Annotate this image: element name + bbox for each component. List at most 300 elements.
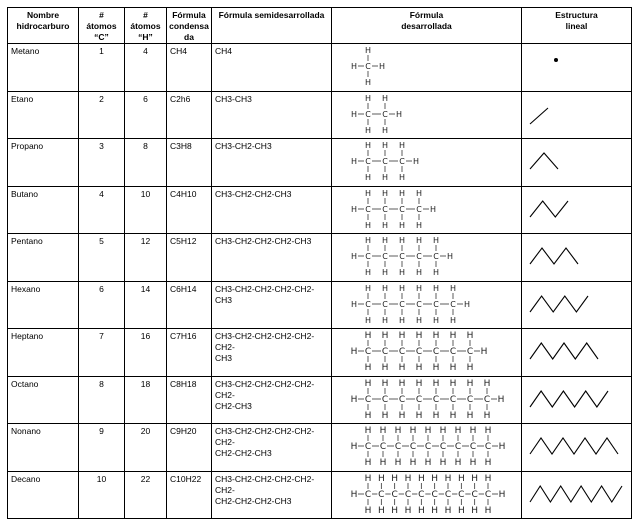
carbon-atom: C <box>382 299 388 309</box>
hydrogen-atom: H <box>394 426 402 436</box>
cell-condensed-formula: C2h6 <box>167 91 212 139</box>
carbon-atom: C <box>433 252 439 261</box>
cell-linear-structure <box>522 376 632 424</box>
hydrogen-atom: H <box>449 378 457 389</box>
carbon-atom: C <box>471 489 478 500</box>
hydrogen-atom: H <box>415 331 423 341</box>
hydrogen-atom: H <box>466 378 474 389</box>
carbon-atom: C <box>364 347 372 357</box>
hydrogen-atom: H <box>381 93 389 103</box>
hydrogen-atom: H <box>415 363 423 373</box>
cell-name: Butano <box>8 186 79 234</box>
carbon-atom: C <box>364 489 372 500</box>
carbon-atom: C <box>365 157 371 166</box>
hydrogen-atom: H <box>381 315 389 325</box>
cell-linear-structure <box>522 186 632 234</box>
cell-carbon-count: 2 <box>79 91 125 139</box>
hydrogen-atom: H <box>381 173 389 182</box>
hydrogen-atom: H <box>398 331 406 341</box>
cell-semi-formula: CH3-CH2-CH2-CH2-CH2-CH2- CH2-CH3 <box>212 376 332 424</box>
carbon-atom: C <box>365 204 371 214</box>
hydrogen-atom: H <box>381 236 389 245</box>
cell-condensed-formula: C5H12 <box>167 234 212 282</box>
hydrogen-atom: H <box>364 331 372 341</box>
hydrogen-atom: H <box>431 505 439 516</box>
carbon-atom: C <box>466 347 474 357</box>
hydrogen-atom: H <box>381 188 389 198</box>
carbon-atom: C <box>416 252 422 261</box>
structural-formula-drawing <box>332 234 521 278</box>
cell-developed-formula <box>332 424 522 472</box>
hydrogen-atom: H <box>466 410 474 421</box>
header-row <box>8 8 632 44</box>
hydrogen-atom: H <box>415 220 423 230</box>
hydrogen-atom: H <box>484 473 492 484</box>
hydrogen-atom: H <box>364 283 372 293</box>
skeletal-structure-drawing <box>522 44 631 88</box>
skeletal-structure-drawing <box>522 329 631 373</box>
zigzag-chain <box>530 296 588 312</box>
hydrogen-atom: H <box>429 204 437 214</box>
skeletal-structure-drawing <box>522 282 631 326</box>
zigzag-chain <box>530 391 608 407</box>
carbon-atom: C <box>484 489 492 500</box>
cell-name: Propano <box>8 139 79 187</box>
hydrogen-atom: H <box>381 268 389 277</box>
cell-carbon-count: 4 <box>79 186 125 234</box>
carbon-atom: C <box>398 394 406 405</box>
cell-hydrogen-count: 6 <box>125 91 167 139</box>
hydrogen-atom: H <box>364 125 372 135</box>
hydrogen-atom: H <box>466 363 474 373</box>
hydrogen-atom: H <box>404 505 412 516</box>
hydrogen-atom: H <box>364 93 372 103</box>
hydrogen-atom: H <box>497 394 505 405</box>
cell-linear-structure <box>522 91 632 139</box>
cell-name: Metano <box>8 44 79 92</box>
cell-condensed-formula: C4H10 <box>167 186 212 234</box>
cell-condensed-formula: CH4 <box>167 44 212 92</box>
hydrogen-atom: H <box>398 315 406 325</box>
cell-developed-formula <box>332 234 522 282</box>
carbon-atom: C <box>458 489 465 500</box>
hydrogen-atom: H <box>432 363 440 373</box>
carbon-atom: C <box>409 442 417 452</box>
hydrogen-atom: H <box>379 426 387 436</box>
hydrogen-atom: H <box>398 188 406 198</box>
hydrogen-atom: H <box>409 426 417 436</box>
structural-formula-drawing <box>332 377 521 421</box>
hydrogen-atom: H <box>350 489 358 500</box>
carbon-atom: C <box>381 347 389 357</box>
hydrogen-atom: H <box>432 268 440 277</box>
cell-linear-structure <box>522 44 632 92</box>
structural-formula-drawing <box>332 472 521 516</box>
bond-line <box>530 108 548 124</box>
cell-hydrogen-count: 16 <box>125 329 167 377</box>
cell-name: Heptano <box>8 329 79 377</box>
hydrogen-atom: H <box>364 141 372 150</box>
hydrogen-atom: H <box>364 78 372 87</box>
hydrogen-atom: H <box>484 505 492 516</box>
cell-semi-formula: CH3-CH2-CH2-CH2-CH2-CH2- CH2-CH2-CH3 <box>212 424 332 472</box>
hydrogen-atom: H <box>398 220 406 230</box>
hydrogen-atom: H <box>398 410 406 421</box>
cell-hydrogen-count: 10 <box>125 186 167 234</box>
hydrogen-atom: H <box>364 315 372 325</box>
hydrogen-atom: H <box>432 315 440 325</box>
hydrogen-atom: H <box>432 410 440 421</box>
table-row <box>8 234 632 282</box>
cell-hydrogen-count: 22 <box>125 471 167 519</box>
hydrogen-atom: H <box>449 283 457 293</box>
carbon-atom: C <box>391 489 398 500</box>
carbon-atom: C <box>416 204 422 214</box>
cell-hydrogen-count: 18 <box>125 376 167 424</box>
cell-carbon-count: 6 <box>79 281 125 329</box>
carbon-atom: C <box>424 442 432 452</box>
hydrogen-atom: H <box>398 283 406 293</box>
table-row <box>8 281 632 329</box>
hydrogen-atom: H <box>471 505 479 516</box>
cell-carbon-count: 5 <box>79 234 125 282</box>
hydrogen-atom: H <box>350 252 358 261</box>
hydrogen-atom: H <box>364 236 372 245</box>
hydrogen-atom: H <box>432 331 440 341</box>
table-row <box>8 44 632 92</box>
carbon-atom: C <box>399 252 405 261</box>
carbon-atom: C <box>365 109 371 119</box>
hydrogen-atom: H <box>483 378 491 389</box>
hydrogen-atom: H <box>398 363 406 373</box>
carbon-atom: C <box>418 489 425 500</box>
header-carbon-atoms: # átomos “C” <box>79 8 125 44</box>
cell-carbon-count: 1 <box>79 44 125 92</box>
hydrogen-atom: H <box>498 489 506 500</box>
hydrogen-atom: H <box>498 442 506 452</box>
hydrogen-atom: H <box>457 505 465 516</box>
structural-formula-drawing <box>332 92 521 136</box>
cell-semi-formula: CH3-CH3 <box>212 91 332 139</box>
cell-name: Decano <box>8 471 79 519</box>
hydrogen-atom: H <box>350 204 358 214</box>
carbon-atom: C <box>398 347 406 357</box>
hydrogen-atom: H <box>424 458 432 468</box>
skeletal-structure-drawing <box>522 92 631 136</box>
hydrogen-atom: H <box>398 378 406 389</box>
structural-formula-drawing <box>332 187 521 231</box>
carbon-atom: C <box>454 442 462 452</box>
hydrogen-atom: H <box>449 331 457 341</box>
hydrogen-atom: H <box>466 331 474 341</box>
cell-carbon-count: 10 <box>79 471 125 519</box>
hydrogen-atom: H <box>444 473 452 484</box>
hydrogen-atom: H <box>381 141 389 150</box>
hydrogen-atom: H <box>350 442 358 452</box>
structural-formula-drawing <box>332 139 521 183</box>
hydrogen-atom: H <box>364 188 372 198</box>
hydrogen-atom: H <box>415 315 423 325</box>
skeletal-structure-drawing <box>522 234 631 278</box>
hydrogen-atom: H <box>381 125 389 135</box>
skeletal-structure-drawing <box>522 377 631 421</box>
hydrogen-atom: H <box>350 347 358 357</box>
hydrogen-atom: H <box>398 173 406 182</box>
hydrogen-atom: H <box>381 220 389 230</box>
cell-name: Nonano <box>8 424 79 472</box>
table-row <box>8 424 632 472</box>
hydrogen-atom: H <box>381 363 389 373</box>
carbon-atom: C <box>483 394 491 405</box>
hydrogen-atom: H <box>381 410 389 421</box>
structural-formula-drawing <box>332 44 521 88</box>
cell-condensed-formula: C9H20 <box>167 424 212 472</box>
hydrogen-atom: H <box>469 458 477 468</box>
cell-developed-formula <box>332 471 522 519</box>
cell-condensed-formula: C8H18 <box>167 376 212 424</box>
hydrogen-atom: H <box>415 410 423 421</box>
carbon-atom: C <box>379 442 387 452</box>
header-semi: Fórmula semidesarrollada <box>212 8 332 44</box>
hydrogen-atom: H <box>391 505 399 516</box>
hydrogen-atom: H <box>379 458 387 468</box>
zigzag-chain <box>530 343 598 359</box>
hydrogen-atom: H <box>415 268 423 277</box>
hydrogen-atom: H <box>432 283 440 293</box>
hydrogen-atom: H <box>378 62 386 71</box>
table-row <box>8 471 632 519</box>
hydrogen-atom: H <box>417 505 425 516</box>
hydrogen-atom: H <box>364 173 372 182</box>
hydrogen-atom: H <box>454 458 462 468</box>
hydrogen-atom: H <box>449 315 457 325</box>
cell-developed-formula <box>332 44 522 92</box>
carbon-atom: C <box>399 299 405 309</box>
hydrogen-atom: H <box>454 426 462 436</box>
cell-condensed-formula: C10H22 <box>167 471 212 519</box>
hydrogen-atom: H <box>457 473 465 484</box>
hydrogen-atom: H <box>415 236 423 245</box>
hydrogen-atom: H <box>415 188 423 198</box>
cell-linear-structure <box>522 234 632 282</box>
hydrogen-atom: H <box>404 473 412 484</box>
carbon-atom: C <box>432 347 440 357</box>
carbon-atom: C <box>432 394 440 405</box>
cell-hydrogen-count: 12 <box>125 234 167 282</box>
hydrogen-atom: H <box>469 426 477 436</box>
table-row <box>8 376 632 424</box>
hydrogen-atom: H <box>449 363 457 373</box>
carbon-atom: C <box>382 109 388 119</box>
hydrogen-atom: H <box>364 410 372 421</box>
header-hydrogen-atoms: # átomos “H” <box>125 8 167 44</box>
hydrogen-atom: H <box>398 236 406 245</box>
hydrogen-atom: H <box>463 299 471 309</box>
carbon-atom: C <box>433 299 439 309</box>
cell-semi-formula: CH3-CH2-CH2-CH2-CH2-CH3 <box>212 281 332 329</box>
structural-formula-drawing <box>332 329 521 373</box>
hydrogen-atom: H <box>409 458 417 468</box>
cell-carbon-count: 3 <box>79 139 125 187</box>
cell-linear-structure <box>522 329 632 377</box>
cell-developed-formula <box>332 281 522 329</box>
hydrogen-atom: H <box>439 426 447 436</box>
hydrogen-atom: H <box>484 458 492 468</box>
cell-linear-structure <box>522 424 632 472</box>
header-name: Nombre hidrocarburo <box>8 8 79 44</box>
carbon-atom: C <box>364 442 372 452</box>
carbon-atom: C <box>382 204 388 214</box>
hydrogen-atom: H <box>483 410 491 421</box>
cell-linear-structure <box>522 281 632 329</box>
cell-hydrogen-count: 8 <box>125 139 167 187</box>
cell-name: Etano <box>8 91 79 139</box>
hydrogen-atom: H <box>350 62 358 71</box>
header-condensed: Fórmula condensa da <box>167 8 212 44</box>
carbon-atom: C <box>382 157 388 166</box>
hydrogen-atom: H <box>398 141 406 150</box>
carbon-atom: C <box>439 442 447 452</box>
hydrogen-atom: H <box>398 268 406 277</box>
carbon-atom: C <box>469 442 477 452</box>
header-developed: Fórmula desarrollada <box>332 8 522 44</box>
hydrogen-atom: H <box>394 458 402 468</box>
cell-hydrogen-count: 20 <box>125 424 167 472</box>
cell-developed-formula <box>332 376 522 424</box>
cell-semi-formula: CH3-CH2-CH2-CH2-CH2-CH2- CH3 <box>212 329 332 377</box>
cell-condensed-formula: C6H14 <box>167 281 212 329</box>
cell-name: Octano <box>8 376 79 424</box>
skeletal-structure-drawing <box>522 139 631 183</box>
hydrogen-atom: H <box>480 347 488 357</box>
carbon-atom: C <box>378 489 385 500</box>
cell-semi-formula: CH3-CH2-CH2-CH2-CH2-CH2- CH2-CH2-CH2-CH3 <box>212 471 332 519</box>
carbon-atom: C <box>444 489 452 500</box>
hydrogen-atom: H <box>381 378 389 389</box>
zigzag-chain <box>530 486 622 502</box>
carbon-atom: C <box>449 347 457 357</box>
cell-hydrogen-count: 14 <box>125 281 167 329</box>
hydrogen-atom: H <box>381 331 389 341</box>
hydrogen-atom: H <box>444 505 452 516</box>
cell-hydrogen-count: 4 <box>125 44 167 92</box>
hydrogen-atom: H <box>439 458 447 468</box>
cell-carbon-count: 7 <box>79 329 125 377</box>
carbon-atom: C <box>484 442 492 452</box>
table-row <box>8 186 632 234</box>
carbon-atom: C <box>399 157 405 166</box>
zigzag-chain <box>530 248 578 264</box>
hydrogen-atom: H <box>364 378 372 389</box>
cell-developed-formula <box>332 91 522 139</box>
hydrogen-atom: H <box>432 378 440 389</box>
hydrogen-atom: H <box>432 236 440 245</box>
carbon-atom: C <box>404 489 412 500</box>
hydrogen-atom: H <box>449 410 457 421</box>
carbon-atom: C <box>365 62 371 71</box>
hydrogen-atom: H <box>350 299 358 309</box>
zigzag-chain <box>530 438 618 454</box>
carbon-atom: C <box>466 394 474 405</box>
hydrogen-atom: H <box>417 473 425 484</box>
carbon-atom: C <box>365 299 371 309</box>
carbon-atom: C <box>399 204 405 214</box>
cell-semi-formula: CH3-CH2-CH2-CH3 <box>212 186 332 234</box>
hydrogen-atom: H <box>415 378 423 389</box>
cell-condensed-formula: C3H8 <box>167 139 212 187</box>
cell-name: Hexano <box>8 281 79 329</box>
cell-carbon-count: 9 <box>79 424 125 472</box>
cell-developed-formula <box>332 139 522 187</box>
hydrogen-atom: H <box>446 252 454 261</box>
hydrocarbon-table <box>7 7 632 519</box>
skeletal-structure-drawing <box>522 472 631 516</box>
structural-formula-drawing <box>332 424 521 468</box>
hydrogen-atom: H <box>424 426 432 436</box>
skeletal-structure-drawing <box>522 424 631 468</box>
carbon-atom: C <box>415 347 423 357</box>
carbon-atom: C <box>431 489 438 500</box>
hydrogen-atom: H <box>364 426 372 436</box>
carbon-atom: C <box>450 299 456 309</box>
header-linear: Estructura lineal <box>522 8 632 44</box>
hydrogen-atom: H <box>381 283 389 293</box>
carbon-atom: C <box>415 394 423 405</box>
hydrogen-atom: H <box>471 473 479 484</box>
table-row <box>8 139 632 187</box>
cell-semi-formula: CH3-CH2-CH3 <box>212 139 332 187</box>
carbon-atom: C <box>416 299 422 309</box>
cell-carbon-count: 8 <box>79 376 125 424</box>
carbon-dot <box>554 58 558 62</box>
cell-semi-formula: CH4 <box>212 44 332 92</box>
cell-condensed-formula: C7H16 <box>167 329 212 377</box>
hydrogen-atom: H <box>431 473 439 484</box>
cell-developed-formula <box>332 186 522 234</box>
zigzag-chain <box>530 153 558 169</box>
carbon-atom: C <box>364 394 372 405</box>
hydrogen-atom: H <box>364 363 372 373</box>
carbon-atom: C <box>382 252 388 261</box>
hydrogen-atom: H <box>350 109 358 119</box>
zigzag-chain <box>530 201 568 217</box>
hydrogen-atom: H <box>364 220 372 230</box>
cell-linear-structure <box>522 471 632 519</box>
carbon-atom: C <box>381 394 389 405</box>
hydrogen-atom: H <box>364 505 372 516</box>
hydrogen-atom: H <box>350 157 358 166</box>
hydrogen-atom: H <box>350 394 358 405</box>
cell-developed-formula <box>332 329 522 377</box>
carbon-atom: C <box>394 442 402 452</box>
skeletal-structure-drawing <box>522 187 631 231</box>
table-row <box>8 329 632 377</box>
table-row <box>8 91 632 139</box>
cell-semi-formula: CH3-CH2-CH2-CH2-CH3 <box>212 234 332 282</box>
carbon-atom: C <box>449 394 457 405</box>
hydrogen-atom: H <box>364 473 372 484</box>
hydrogen-atom: H <box>484 426 492 436</box>
hydrogen-atom: H <box>377 505 385 516</box>
cell-linear-structure <box>522 139 632 187</box>
cell-name: Pentano <box>8 234 79 282</box>
hydrogen-atom: H <box>364 46 372 55</box>
hydrogen-atom: H <box>415 283 423 293</box>
structural-formula-drawing <box>332 282 521 326</box>
hydrogen-atom: H <box>364 458 372 468</box>
hydrogen-atom: H <box>412 157 420 166</box>
hydrogen-atom: H <box>395 109 403 119</box>
